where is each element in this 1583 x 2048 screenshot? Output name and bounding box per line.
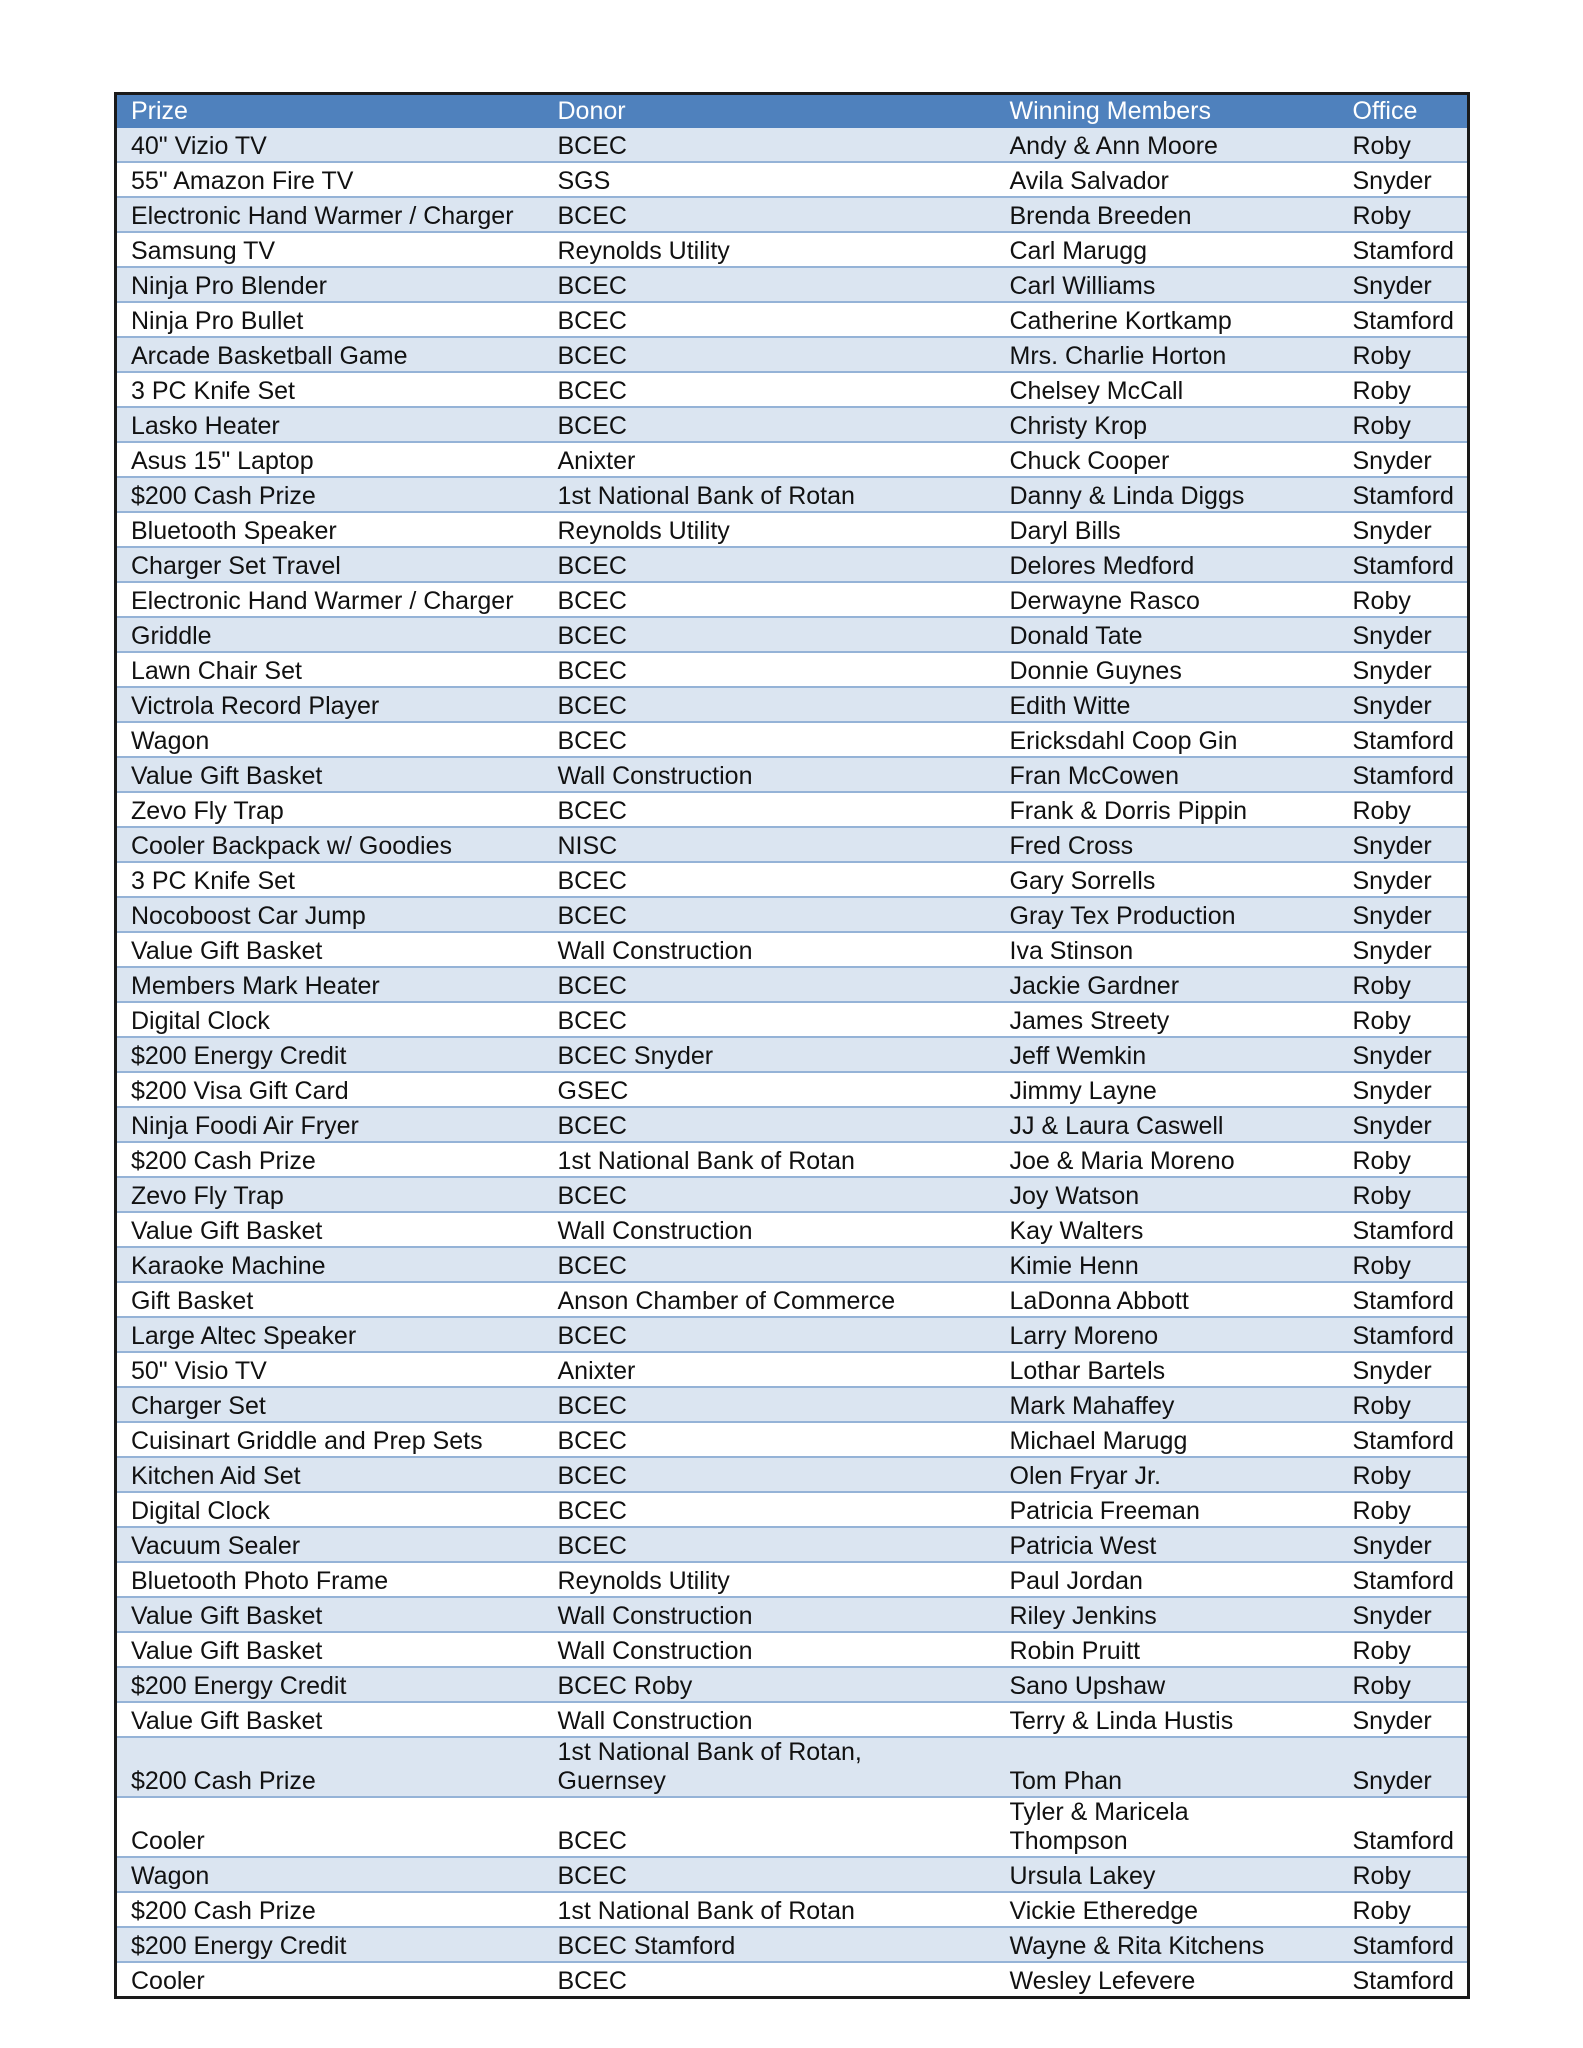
table-row <box>116 652 1469 687</box>
table-row <box>116 1317 1469 1352</box>
office-cell: Snyder <box>1339 1072 1469 1107</box>
office-cell: Roby <box>1339 372 1469 407</box>
table-row <box>116 1562 1469 1597</box>
winner-cell: Tom Phan <box>996 1737 1339 1797</box>
table-row <box>116 442 1469 477</box>
donor-cell: Anixter <box>544 1352 996 1387</box>
donor-cell: BCEC <box>544 1387 996 1422</box>
winner-cell: Daryl Bills <box>996 512 1339 547</box>
prize-cell: Cooler <box>116 1962 544 1998</box>
winner-cell: Derwayne Rasco <box>996 582 1339 617</box>
office-cell: Snyder <box>1339 617 1469 652</box>
office-cell: Stamford <box>1339 1797 1469 1857</box>
prize-cell: Bluetooth Speaker <box>116 512 544 547</box>
winner-cell: Frank & Dorris Pippin <box>996 792 1339 827</box>
office-cell: Roby <box>1339 1667 1469 1702</box>
winner-cell: Fran McCowen <box>996 757 1339 792</box>
office-cell: Roby <box>1339 1177 1469 1212</box>
donor-cell: 1st National Bank of Rotan <box>544 1892 996 1927</box>
table-row <box>116 1142 1469 1177</box>
table-row <box>116 1667 1469 1702</box>
prize-cell: Victrola Record Player <box>116 687 544 722</box>
winner-cell: Danny & Linda Diggs <box>996 477 1339 512</box>
winner-cell: Mark Mahaffey <box>996 1387 1339 1422</box>
donor-cell: BCEC <box>544 1857 996 1892</box>
winner-cell: Donnie Guynes <box>996 652 1339 687</box>
table-row <box>116 197 1469 232</box>
prize-cell: $200 Energy Credit <box>116 1037 544 1072</box>
winner-cell: Jeff Wemkin <box>996 1037 1339 1072</box>
winner-cell: Terry & Linda Hustis <box>996 1702 1339 1737</box>
table-row <box>116 1632 1469 1667</box>
winner-cell: JJ & Laura Caswell <box>996 1107 1339 1142</box>
header-office: Office <box>1339 94 1469 129</box>
donor-cell: BCEC <box>544 1107 996 1142</box>
office-cell: Stamford <box>1339 1282 1469 1317</box>
table-row <box>116 407 1469 442</box>
prize-cell: Zevo Fly Trap <box>116 792 544 827</box>
donor-cell: BCEC <box>544 372 996 407</box>
prize-cell: 50" Visio TV <box>116 1352 544 1387</box>
office-cell: Roby <box>1339 128 1469 162</box>
table-row <box>116 302 1469 337</box>
winner-cell: Fred Cross <box>996 827 1339 862</box>
office-cell: Snyder <box>1339 267 1469 302</box>
prize-cell: Cooler <box>116 1797 544 1857</box>
winner-cell: Lothar Bartels <box>996 1352 1339 1387</box>
winner-cell: Patricia West <box>996 1527 1339 1562</box>
office-cell: Stamford <box>1339 1962 1469 1998</box>
donor-cell: Anixter <box>544 442 996 477</box>
office-cell: Stamford <box>1339 302 1469 337</box>
table-row <box>116 1107 1469 1142</box>
winner-cell: Sano Upshaw <box>996 1667 1339 1702</box>
prize-cell: $200 Visa Gift Card <box>116 1072 544 1107</box>
table-row <box>116 1737 1469 1797</box>
table-row <box>116 932 1469 967</box>
donor-cell: BCEC <box>544 1422 996 1457</box>
header-donor: Donor <box>544 94 996 129</box>
winner-cell: Olen Fryar Jr. <box>996 1457 1339 1492</box>
donor-cell: BCEC <box>544 687 996 722</box>
table-row <box>116 967 1469 1002</box>
office-cell: Roby <box>1339 197 1469 232</box>
winner-cell: Ericksdahl Coop Gin <box>996 722 1339 757</box>
table-row <box>116 1037 1469 1072</box>
donor-cell: BCEC Stamford <box>544 1927 996 1962</box>
prize-cell: Lasko Heater <box>116 407 544 442</box>
office-cell: Snyder <box>1339 897 1469 932</box>
winner-cell: Delores Medford <box>996 547 1339 582</box>
prize-cell: Digital Clock <box>116 1492 544 1527</box>
winner-cell: Carl Williams <box>996 267 1339 302</box>
donor-cell: BCEC <box>544 1002 996 1037</box>
table-row <box>116 1927 1469 1962</box>
donor-cell: BCEC <box>544 407 996 442</box>
office-cell: Snyder <box>1339 1037 1469 1072</box>
office-cell: Snyder <box>1339 1597 1469 1632</box>
donor-cell: Reynolds Utility <box>544 1562 996 1597</box>
donor-cell: 1st National Bank of Rotan <box>544 1142 996 1177</box>
prize-cell: Cuisinart Griddle and Prep Sets <box>116 1422 544 1457</box>
office-cell: Snyder <box>1339 932 1469 967</box>
table-row <box>116 617 1469 652</box>
prize-cell: Wagon <box>116 1857 544 1892</box>
table-row <box>116 547 1469 582</box>
office-cell: Roby <box>1339 967 1469 1002</box>
donor-cell: BCEC <box>544 1457 996 1492</box>
office-cell: Stamford <box>1339 232 1469 267</box>
winner-cell: Robin Pruitt <box>996 1632 1339 1667</box>
donor-cell: Wall Construction <box>544 1632 996 1667</box>
office-cell: Stamford <box>1339 1212 1469 1247</box>
prize-cell: Charger Set <box>116 1387 544 1422</box>
winner-cell: Chuck Cooper <box>996 442 1339 477</box>
prize-cell: Value Gift Basket <box>116 1212 544 1247</box>
donor-cell: NISC <box>544 827 996 862</box>
prize-cell: Zevo Fly Trap <box>116 1177 544 1212</box>
table-row <box>116 1857 1469 1892</box>
table-row <box>116 1892 1469 1927</box>
donor-cell: SGS <box>544 162 996 197</box>
winner-cell: Michael Marugg <box>996 1422 1339 1457</box>
donor-cell: BCEC <box>544 582 996 617</box>
office-cell: Stamford <box>1339 1422 1469 1457</box>
table-row <box>116 1177 1469 1212</box>
winner-cell: Larry Moreno <box>996 1317 1339 1352</box>
winner-cell: Chelsey McCall <box>996 372 1339 407</box>
office-cell: Roby <box>1339 407 1469 442</box>
office-cell: Snyder <box>1339 1737 1469 1797</box>
table-row <box>116 232 1469 267</box>
table-row <box>116 512 1469 547</box>
winner-cell: Gary Sorrells <box>996 862 1339 897</box>
table-row <box>116 267 1469 302</box>
donor-cell: 1st National Bank of Rotan <box>544 477 996 512</box>
table-row <box>116 1212 1469 1247</box>
prize-cell: Members Mark Heater <box>116 967 544 1002</box>
donor-cell: BCEC <box>544 1962 996 1998</box>
prize-cell: Samsung TV <box>116 232 544 267</box>
office-cell: Roby <box>1339 337 1469 372</box>
prize-cell: 40" Vizio TV <box>116 128 544 162</box>
donor-cell: BCEC <box>544 302 996 337</box>
office-cell: Snyder <box>1339 162 1469 197</box>
table-row <box>116 1072 1469 1107</box>
winner-cell: Gray Tex Production <box>996 897 1339 932</box>
prize-cell: Vacuum Sealer <box>116 1527 544 1562</box>
table-row <box>116 1527 1469 1562</box>
table-row <box>116 372 1469 407</box>
office-cell: Stamford <box>1339 547 1469 582</box>
table-row <box>116 1422 1469 1457</box>
donor-cell: Wall Construction <box>544 932 996 967</box>
winner-cell: James Streety <box>996 1002 1339 1037</box>
table-row <box>116 128 1469 162</box>
office-cell: Roby <box>1339 1002 1469 1037</box>
table-row <box>116 827 1469 862</box>
prize-cell: Value Gift Basket <box>116 1702 544 1737</box>
prize-cell: 3 PC Knife Set <box>116 372 544 407</box>
office-cell: Stamford <box>1339 477 1469 512</box>
table-row <box>116 1282 1469 1317</box>
prize-cell: Kitchen Aid Set <box>116 1457 544 1492</box>
donor-cell: Wall Construction <box>544 757 996 792</box>
prize-cell: Griddle <box>116 617 544 652</box>
donor-cell: BCEC <box>544 1317 996 1352</box>
winner-cell: Kay Walters <box>996 1212 1339 1247</box>
table-row <box>116 1247 1469 1282</box>
donor-cell: BCEC <box>544 128 996 162</box>
office-cell: Stamford <box>1339 1927 1469 1962</box>
office-cell: Roby <box>1339 1857 1469 1892</box>
donor-cell: BCEC <box>544 897 996 932</box>
donor-cell: BCEC <box>544 197 996 232</box>
donor-cell: BCEC <box>544 1247 996 1282</box>
donor-cell: Reynolds Utility <box>544 512 996 547</box>
table-row <box>116 477 1469 512</box>
winner-cell: Edith Witte <box>996 687 1339 722</box>
winner-cell: Avila Salvador <box>996 162 1339 197</box>
prize-cell: Electronic Hand Warmer / Charger <box>116 582 544 617</box>
donor-cell: BCEC <box>544 547 996 582</box>
table-row <box>116 897 1469 932</box>
donor-cell: BCEC <box>544 862 996 897</box>
prize-cell: 55" Amazon Fire TV <box>116 162 544 197</box>
office-cell: Roby <box>1339 1387 1469 1422</box>
prize-cell: Gift Basket <box>116 1282 544 1317</box>
office-cell: Stamford <box>1339 722 1469 757</box>
donor-cell: BCEC <box>544 1527 996 1562</box>
donor-cell: Wall Construction <box>544 1702 996 1737</box>
prize-cell: Ninja Pro Blender <box>116 267 544 302</box>
prize-cell: Bluetooth Photo Frame <box>116 1562 544 1597</box>
donor-cell: Wall Construction <box>544 1597 996 1632</box>
office-cell: Snyder <box>1339 1527 1469 1562</box>
office-cell: Snyder <box>1339 442 1469 477</box>
winner-cell: Donald Tate <box>996 617 1339 652</box>
office-cell: Roby <box>1339 1632 1469 1667</box>
prize-cell: Value Gift Basket <box>116 932 544 967</box>
prize-cell: Arcade Basketball Game <box>116 337 544 372</box>
donor-cell: BCEC Snyder <box>544 1037 996 1072</box>
winner-cell: Joe & Maria Moreno <box>996 1142 1339 1177</box>
table-row <box>116 757 1469 792</box>
table-row <box>116 1962 1469 1998</box>
donor-cell: BCEC Roby <box>544 1667 996 1702</box>
donor-cell: BCEC <box>544 652 996 687</box>
donor-cell: Reynolds Utility <box>544 232 996 267</box>
office-cell: Snyder <box>1339 862 1469 897</box>
office-cell: Roby <box>1339 792 1469 827</box>
table-row <box>116 1797 1469 1857</box>
winner-cell: Catherine Kortkamp <box>996 302 1339 337</box>
winner-cell: Carl Marugg <box>996 232 1339 267</box>
office-cell: Roby <box>1339 1892 1469 1927</box>
table-row <box>116 1352 1469 1387</box>
winner-cell: Mrs. Charlie Horton <box>996 337 1339 372</box>
office-cell: Roby <box>1339 582 1469 617</box>
office-cell: Roby <box>1339 1457 1469 1492</box>
office-cell: Snyder <box>1339 827 1469 862</box>
donor-cell: 1st National Bank of Rotan, Guernsey <box>544 1737 996 1797</box>
winner-cell: Jimmy Layne <box>996 1072 1339 1107</box>
prize-cell: Large Altec Speaker <box>116 1317 544 1352</box>
winner-cell: Riley Jenkins <box>996 1597 1339 1632</box>
donor-cell: BCEC <box>544 1177 996 1212</box>
table-row <box>116 792 1469 827</box>
winner-cell: Tyler & Maricela Thompson <box>996 1797 1339 1857</box>
donor-cell: GSEC <box>544 1072 996 1107</box>
winner-cell: Patricia Freeman <box>996 1492 1339 1527</box>
prize-cell: Cooler Backpack w/ Goodies <box>116 827 544 862</box>
prize-cell: 3 PC Knife Set <box>116 862 544 897</box>
table-row <box>116 1702 1469 1737</box>
header-prize: Prize <box>116 94 544 129</box>
winner-cell: Wayne & Rita Kitchens <box>996 1927 1339 1962</box>
header-row <box>116 94 1469 129</box>
prize-cell: Value Gift Basket <box>116 1632 544 1667</box>
winner-cell: Andy & Ann Moore <box>996 128 1339 162</box>
prize-winners-table <box>114 92 1470 1999</box>
donor-cell: BCEC <box>544 267 996 302</box>
prize-cell: Value Gift Basket <box>116 1597 544 1632</box>
winner-cell: Joy Watson <box>996 1177 1339 1212</box>
prize-cell: Wagon <box>116 722 544 757</box>
prize-cell: Ninja Pro Bullet <box>116 302 544 337</box>
prize-cell: Asus 15" Laptop <box>116 442 544 477</box>
winner-cell: Iva Stinson <box>996 932 1339 967</box>
winner-cell: Vickie Etheredge <box>996 1892 1339 1927</box>
prize-cell: $200 Cash Prize <box>116 1142 544 1177</box>
table-row <box>116 1002 1469 1037</box>
prize-cell: $200 Cash Prize <box>116 477 544 512</box>
table-row <box>116 862 1469 897</box>
prize-cell: $200 Energy Credit <box>116 1927 544 1962</box>
winner-cell: Brenda Breeden <box>996 197 1339 232</box>
winner-cell: Wesley Lefevere <box>996 1962 1339 1998</box>
office-cell: Roby <box>1339 1492 1469 1527</box>
table-row <box>116 1492 1469 1527</box>
prize-cell: $200 Cash Prize <box>116 1892 544 1927</box>
office-cell: Roby <box>1339 1142 1469 1177</box>
donor-cell: BCEC <box>544 792 996 827</box>
office-cell: Snyder <box>1339 1352 1469 1387</box>
table-row <box>116 687 1469 722</box>
prize-cell: $200 Cash Prize <box>116 1737 544 1797</box>
office-cell: Snyder <box>1339 687 1469 722</box>
prize-cell: $200 Energy Credit <box>116 1667 544 1702</box>
winner-cell: Christy Krop <box>996 407 1339 442</box>
header-winning-members: Winning Members <box>996 94 1339 129</box>
donor-cell: BCEC <box>544 722 996 757</box>
office-cell: Snyder <box>1339 512 1469 547</box>
table-row <box>116 722 1469 757</box>
donor-cell: BCEC <box>544 967 996 1002</box>
office-cell: Roby <box>1339 1247 1469 1282</box>
prize-cell: Charger Set Travel <box>116 547 544 582</box>
winner-cell: LaDonna Abbott <box>996 1282 1339 1317</box>
donor-cell: Anson Chamber of Commerce <box>544 1282 996 1317</box>
table-row <box>116 582 1469 617</box>
table-row <box>116 337 1469 372</box>
prize-cell: Digital Clock <box>116 1002 544 1037</box>
office-cell: Stamford <box>1339 1317 1469 1352</box>
winner-cell: Jackie Gardner <box>996 967 1339 1002</box>
donor-cell: Wall Construction <box>544 1212 996 1247</box>
table-row <box>116 1457 1469 1492</box>
office-cell: Snyder <box>1339 1107 1469 1142</box>
donor-cell: BCEC <box>544 1797 996 1857</box>
donor-cell: BCEC <box>544 1492 996 1527</box>
table-body <box>116 128 1469 1998</box>
donor-cell: BCEC <box>544 617 996 652</box>
prize-cell: Value Gift Basket <box>116 757 544 792</box>
office-cell: Snyder <box>1339 1702 1469 1737</box>
prize-cell: Electronic Hand Warmer / Charger <box>116 197 544 232</box>
office-cell: Stamford <box>1339 757 1469 792</box>
prize-cell: Ninja Foodi Air Fryer <box>116 1107 544 1142</box>
office-cell: Snyder <box>1339 652 1469 687</box>
office-cell: Stamford <box>1339 1562 1469 1597</box>
donor-cell: BCEC <box>544 337 996 372</box>
table-row <box>116 1597 1469 1632</box>
table-row <box>116 1387 1469 1422</box>
table-row <box>116 162 1469 197</box>
winner-cell: Kimie Henn <box>996 1247 1339 1282</box>
prize-cell: Karaoke Machine <box>116 1247 544 1282</box>
winner-cell: Paul Jordan <box>996 1562 1339 1597</box>
winner-cell: Ursula Lakey <box>996 1857 1339 1892</box>
prize-cell: Nocoboost Car Jump <box>116 897 544 932</box>
prize-cell: Lawn Chair Set <box>116 652 544 687</box>
